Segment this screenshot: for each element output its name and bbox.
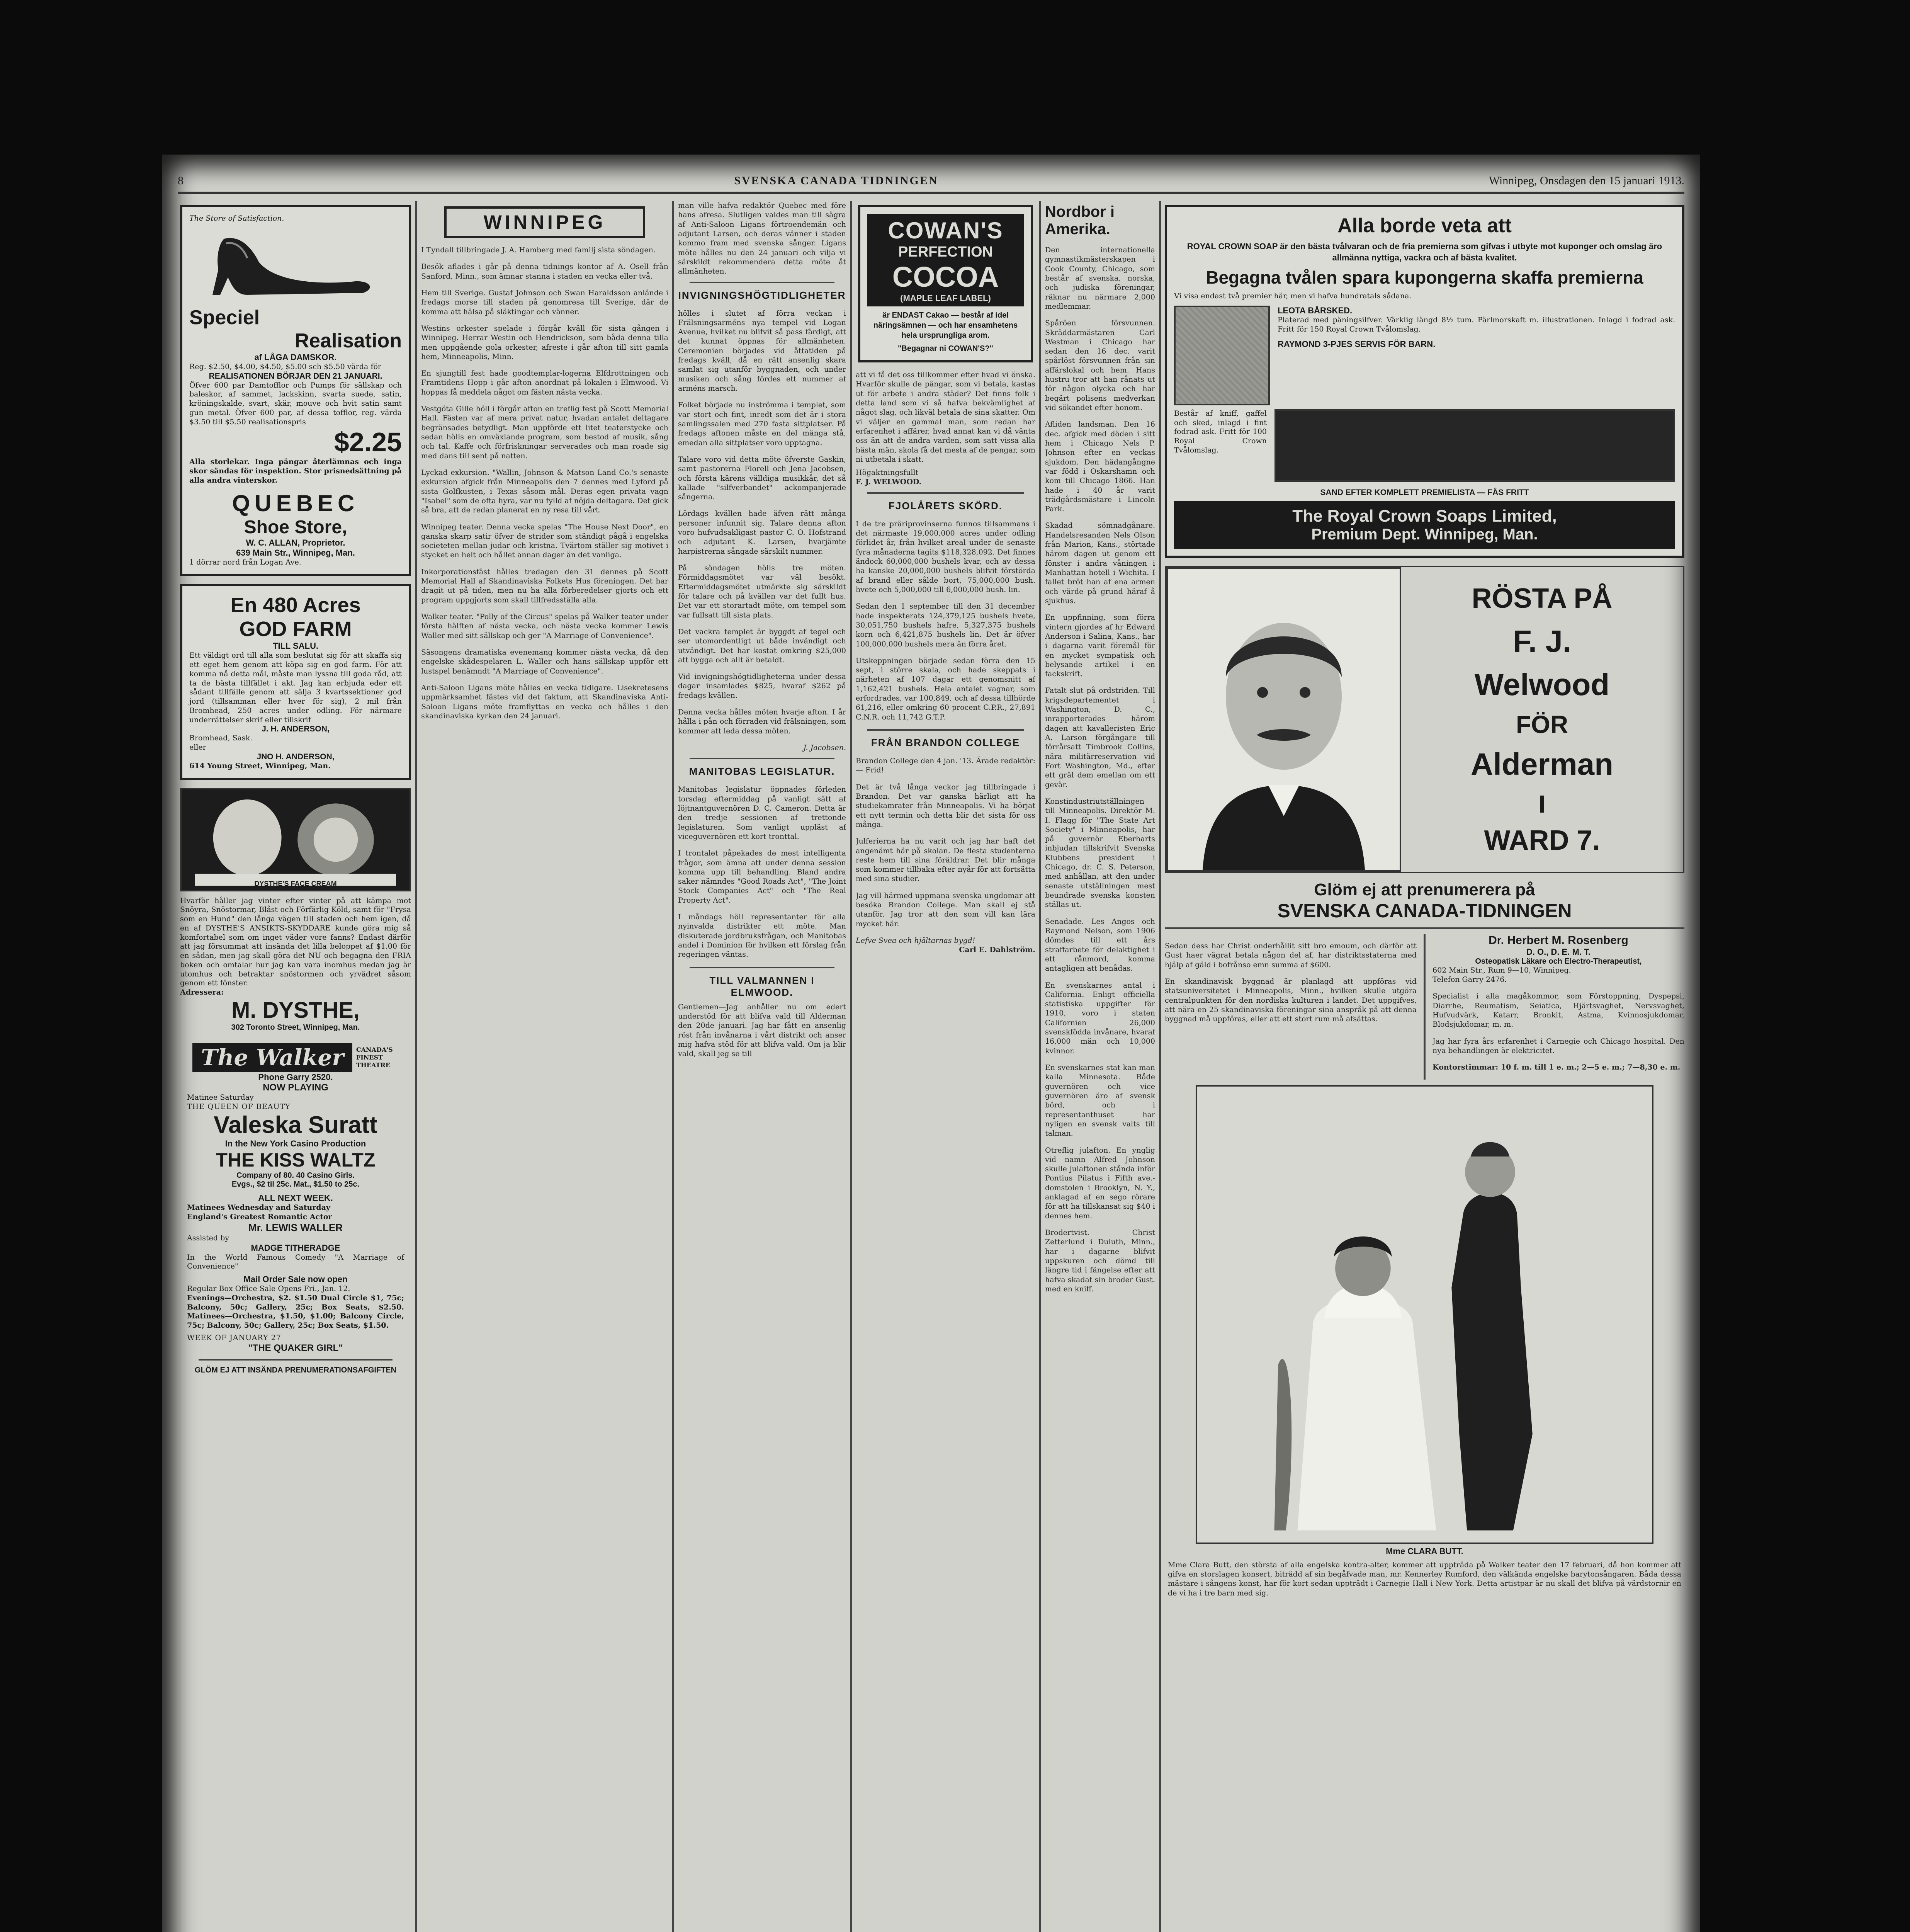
news-paragraph: Brodertvist. Christ Zetterlund i Duluth, Minn., har i dagarne blifvit uppskuren och dömd till längre tid i fängelse efter att hafva skadat sin broder Gust. med en kniff. xyxy=(1045,1228,1155,1293)
dedication-title: INVIGNINGSHÖGTIDLIGHETER xyxy=(678,289,846,301)
column-4 xyxy=(856,201,1035,1932)
article-paragraph: Sedan den 1 september till den 31 december hade inspekterats 124,379,125 bushels hvete, 30,051,750 bushels hafre, 5,327,375 bushels korn och 6,421,875 bushels lin. Det är öfver 100,000,000 bushels mera än förra året. xyxy=(856,602,1035,648)
news-paragraph: Spåröen försvunnen. Skräddarmästaren Carl Westman i Chicago har sedan den 16 dec. varit spårlöst försvunnen från sin affärslokal och hem. Hans hustru tror att han rånats ut för någon olycka och har begärt polisens medverkan vid sökandet efter honom. xyxy=(1045,319,1155,412)
article-paragraph: Brandon College den 4 jan. '13. Ärade redaktör:— Frid! xyxy=(856,757,1035,775)
couple-photo-icon xyxy=(1197,1087,1652,1543)
divider xyxy=(690,282,834,283)
cream-ad-name: M. DYSTHE, xyxy=(231,997,360,1023)
article-paragraph: I måndags höll representanter för alla nyinvalda distrikter ett möte. Man diskuterade jordbruksfrågan, och Manitobas andel i Dominion för hvilken ett förslag från regeringen väntas. xyxy=(678,913,846,959)
doctor-phone: Telefon Garry 2476. xyxy=(1432,975,1507,984)
doctor-address: 602 Main Str., Rum 9—10, Winnipeg. xyxy=(1432,966,1571,975)
page-number: 8 xyxy=(178,174,184,187)
shoe-icon xyxy=(189,223,406,304)
soap-ad-body: ROYAL CROWN SOAP är den bästa tvålvaran och de fria premierna som gifvas i utbyte mot kuponger och omslag äro allmänna nyttiga, vackra och af bästa kvalitet. xyxy=(1187,242,1662,262)
article-signature: J. Jacobsen. xyxy=(803,743,846,752)
continued-text: Sedan dess har Christ onderhållit sitt bro emoum, och därför att Gust haer vägrat betala någon del af, har distriktsstaterna med hjälp af gäld i bofrånso emn summa af $600. xyxy=(1165,941,1417,969)
farm-contact-2-addr: 614 Young Street, Winnipeg, Man. xyxy=(189,761,331,770)
doctor-ad xyxy=(1432,934,1684,1080)
article-paragraph: Vid invigningshögtidligheterna under dessa dagar insamlades $825, hvaraf $262 på fredags kvällen. xyxy=(678,672,846,700)
photo-caption: Mme CLARA BUTT. xyxy=(1386,1546,1463,1556)
walker-prices-1: Evgs., $2 til 25c. Mat., $1.50 to 25c. xyxy=(231,1180,360,1189)
walker-company: Company of 80. 40 Casino Girls. xyxy=(236,1171,355,1180)
legislature-article xyxy=(678,785,846,959)
column-2 xyxy=(421,201,668,1932)
column-rule xyxy=(672,201,674,1932)
premium-1-title: LEOTA BÅRSKED. xyxy=(1278,305,1353,315)
walker-next-matinee: Matinees Wednesday and Saturday xyxy=(187,1203,330,1212)
elmwood-title: TILL VALMANNEN I ELMWOOD. xyxy=(709,974,815,998)
news-paragraph: Westins orkester spelade i förgår kväll för sista gången i Winnipeg. Herrar Westin och Hendrickson, som båda denna tilla men uppgående gola orkester, afreste i går afton till sitt gamla hem, Minneapolis, Minn. xyxy=(421,324,668,361)
article-paragraph: Utskeppningen började sedan förra den 15 sept, i större skala, och hade skeppats i närheten af 107 dagar ett genomsnitt af 1,162,421 bushels. Hela antalet vagnar, som erfordrades, var 100,849, och af dessa tillhörde 61,216, eller omkring 60 procent C.P.R., 27,891 C.N.R. och 11,742 G.T.P. xyxy=(856,656,1035,721)
news-paragraph: En uppfinning, som förra vintern gjordes af hr Edward Anderson i Salina, Kans., har i dagarna varit föremål för en mycket sympatisk och belysande artikel i en fackskrift. xyxy=(1045,613,1155,679)
divider xyxy=(690,758,834,759)
farm-or: eller xyxy=(189,743,206,752)
premium-2-desc: Består af kniff, gaffel och sked, inlagd i fint fodrad ask. Fritt för 100 Royal Crown Tvålomslag. xyxy=(1174,409,1267,454)
news-paragraph: Skadad sömnadgånare. Handelsresanden Nels Olson från Marion, Kans., störtade härom dagen ut genom ett fönster i andra våningen i Manhattan hotell i Wichita. I fallet bröt han af ena armen och värde på grund häraf å sjukhus. xyxy=(1045,521,1155,605)
article-paragraph: Talare voro vid detta möte öfverste Gaskin, samt pastorerna Florell och Jena Jacobsen, och första kärens välldiga musikkår, det så kallade "silfverbandet" ackompanjerade sångerna. xyxy=(678,455,846,502)
soap-ad xyxy=(1165,205,1684,558)
walker-queen: THE QUEEN OF BEAUTY xyxy=(187,1102,291,1111)
news-paragraph: En svenskarnes antal i California. Enligt officiella statistiska uppgifter för 1910, voro i staten Californien 26,000 svenskfödda invånare, hvaraf 16,000 män och 10,000 kvinnor. xyxy=(1045,981,1155,1055)
news-paragraph: En sjungtill fest hade goodtemplar-logerna Elfdrottningen och Framtidens Hopp i går afton anordnat på lokalen i Elmwood. Vi hoppas få meddela något om fästen nästa vecka. xyxy=(421,369,668,396)
article-paragraph: Denna vecka hålles möten hvarje afton. I år hålla i pån och förraden vid frälsningen, som kommer att leda dessa möten. xyxy=(678,708,846,735)
walker-box-office: Regular Box Office Sale Opens Fri., Jan. 12. xyxy=(187,1284,350,1293)
news-paragraph: I Tyndall tillbringade J. A. Hamberg med familj sista söndagen. xyxy=(421,246,656,254)
article-paragraph: hölles i slutet af förra veckan i Frälsningsarméns nya tempel vid Logan Avenue, hvilket nu blifvit så pass färdigt, att det kunnat öppnas för allmänheten. Ceremonien börjades vid åttatiden på fredags kväll, då en rätt ansenlig skara samlat sig utanför byggnaden, och under musiken och sång fördes ett nummer af arméns marsch. xyxy=(678,309,846,393)
news-paragraph: Afliden landsman. Den 16 dec. afgick med döden i sitt hem i Chicago Nels P. Johnson efter en veckas sjukdom. Den hädangångne var född i Oskarshamn och kom till Chicago 1866. Han hade i 40 år varit trädgårdsmästare i Lincoln Park. xyxy=(1045,420,1155,514)
cream-ad-body: Hvarför håller jag vinter efter vinter på att kämpa mot Snöyra, Snöstormar, Blåst och Förfärlig Köld, samt för "Frysa som en Hund" den långa vägen till staden och hem igen, då en af DYSTHE'S ANSIKTS-SKYDDARE kunde göra mig så komfortabel som om inget väder vore fanns? Endast därför att jag försummat att insända det lilla beloppet af $1.00 för en sådan, men jag skall göra det NU och begagna den FRIA boken och omtalar hur jag kan vara inomhus medan jag är utomhus och betraktar snöstormen och yrvädret såsom genom ett fönster. xyxy=(180,896,411,988)
news-paragraph: En svenskarnes stat kan man kalla Minnesota. Både guvernören och vice guvernören äro af svensk börd, och i representanthuset har nyligen en svensk valts till talman. xyxy=(1045,1063,1155,1138)
doctor-hours: Kontorstimmar: 10 f. m. till 1 e. m.; 2—5 e. m.; 7—8,30 e. m. xyxy=(1432,1063,1681,1072)
news-paragraph: Besök aflades i går på denna tidnings kontor af A. Osell från Sanford, Minn., som ämnar stanna i staden en vecka eller två. xyxy=(421,262,668,281)
farm-ad-subtitle: TILL SALU. xyxy=(272,641,319,651)
walker-next-assist: Assisted by xyxy=(187,1233,229,1242)
shoe-ad-desc: Öfver 600 par Damtofflor och Pumps för sällskap och baleskor, af sammet, lackskinn, svarta suede, satin, kröningskalde, svart, skär, mouve och hvit satin samt gun metal. Öfver 600 par, af dessa tofflor, reg. värda $3.50 till $5.50 realisationspris xyxy=(189,381,402,426)
store-name: QUEBEC xyxy=(232,490,359,516)
article-paragraph: I de tre präriprovinserna funnos tillsammans i det närmaste 19,000,000 acres under odling förlidet år, från hvilket areal under de senaste fyra månaderna tagits $118,328,092. Det finnes ändock 60,000,000 bushels kvar, och av dessa ha kanske 20,000,000 bushels blifvit förstörda af brand eller sålde bort, 75,000,000 bush. hvete och 5,000,000 till 6,000,000 bush. lin. xyxy=(856,519,1035,594)
soap-ad-title: Alla borde veta att xyxy=(1337,214,1512,237)
shoe-ad xyxy=(180,205,411,576)
college-signoff: Lefve Svea och hjältarnas bygd! xyxy=(856,936,975,945)
subscription-reminder: GLÖM EJ ATT INSÄNDA PRENUMERATIONSAFGIFTEN xyxy=(194,1366,397,1374)
soap-ad-send: SAND EFTER KOMPLETT PREMIELISTA — FÅS FRITT xyxy=(1320,488,1529,497)
winnipeg-news xyxy=(421,245,668,721)
news-paragraph: Walker teater. "Polly of the Circus" spelas på Walker teater under första hälften af nästa vecka, och nästa vecka kommer Lewis Waller med sitt sällskap och ger "A Marriage of Convenience". xyxy=(421,612,668,640)
college-title: FRÅN BRANDON COLLEGE xyxy=(871,737,1020,748)
college-letter xyxy=(856,756,1035,955)
dedication-article xyxy=(678,309,846,753)
welwood-portrait xyxy=(1166,567,1401,872)
walker-tagline: CANADA'S FINEST THEATRE xyxy=(356,1046,393,1069)
doctor-body: Specialist i alla magåkommor, som Förstoppning, Dyspepsi, Diarrhe, Reumatism, Seiatica, Hjärtsvaghet, Nervsvaghet, Hufvudvärk, Katarr, Bronkit, Astma, Kvinnosjukdomar, Blodsjukdomar, m. m. xyxy=(1432,992,1684,1029)
walker-ad xyxy=(180,1036,411,1382)
soap-ad-note: Vi visa endast två premier här, men vi hafva hundratals sådana. xyxy=(1174,292,1412,301)
news-paragraph: Konstindustriutställningen till Minneapolis. Direktör M. I. Flagg för "The State Art Society" i Minneapolis, har på guvernör Eberharts inbjudan tillskrifvit Svenska Klubbens president i Chicago, dr. C. S. Peterson, med anhållan, att den under senaste utställningen mest beundrade svenska konsten ställas ut. xyxy=(1045,797,1155,909)
farm-ad-body: Ett väldigt ord till alla som beslutat sig för att skaffa sig ett eget hem genom att köpa sig en god farm. För att komma nå detta mål, måste man lyssna till goda råd, att ta de bästa tillfället i akt. Jag kan erbjuda eder ett sådant tillfälle genom att sälja 3 kvartssektioner god jord (tillsamman eller hver för sig), 2 mil från Bromhead, 250 acres under odling. För närmare underrättelser skrif eller tillskrif xyxy=(189,651,402,724)
store-address: 639 Main Str., Winnipeg, Man. xyxy=(236,548,355,558)
column-rule xyxy=(850,201,852,1932)
shoe-ad-headline-2: Realisation xyxy=(294,329,402,352)
article-paragraph: Folket började nu inströmma i templet, som var stort och fint, inredt som det är i stora samlingssalen med 270 fasta sittplatser. På fredags aftonen måste en del mänga stå, emedan alla sittplatser voro upptagna. xyxy=(678,401,846,447)
article-paragraph: På söndagen hölls tre möten. Förmiddagsmötet var väl besökt. Eftermiddagsmötet utmärkte sig särskildt för talare och på kvällen var det fullt hus. Det var ett storartadt möte, om tempel som var fullsatt till sista plats. xyxy=(678,564,846,619)
walker-quaker: "THE QUAKER GIRL" xyxy=(248,1342,343,1353)
shoe-ad-prices: Reg. $2.50, $4.00, $4.50, $5.00 sch $5.50 värda för xyxy=(189,362,381,371)
election-line-3: Welwood xyxy=(1474,667,1610,702)
cowan-banner xyxy=(867,214,1024,306)
cowan-ad xyxy=(858,205,1033,362)
divider xyxy=(867,492,1024,494)
news-paragraph: Lyckad exkursion. "Wallin, Johnson & Matson Land Co.'s senaste exkursion afgick från Minneapolis den 7 dennes med Lyford på sista Golfkusten, i Texas såsom mål. Deras egen privata vagn "Isabel" som de ofta hyra, var nu fylld af nöjda deltagare. Det gick så bra, att de redan planerat en ny resa till vårt. xyxy=(421,468,668,515)
article-paragraph: Lördags kvällen hade äfven rätt många personer infunnit sig. Talare denna afton voro hufvudsakligast pastor C. O. Hofstrand och adjutant K. Larsen, hvarjämte harpistrerna sångade särskilt nummer. xyxy=(678,509,846,556)
cream-ad-address-label: Adressera: xyxy=(180,988,224,997)
harvest-title: FJOLÅRETS SKÖRD. xyxy=(889,500,1003,512)
shoe-ad-period: REALISATIONEN BÖRJAR DEN 21 JANUARI. xyxy=(209,371,382,381)
premium-1-desc: Platerad med päningsilfver. Värklig längd 8½ tum. Pärlmorskaft m. illustrationen. Inlagd i fodrad ask. Fritt för 150 Royal Crown Tvålomslag. xyxy=(1278,315,1675,333)
cream-ad-caption: DYSTHE'S FACE CREAM xyxy=(254,879,337,888)
intro-text: man ville hafva redaktör Quebec med före hans afresa. Slutligen valdes man till sägra af Anti-Saloon Ligans förtroendemän och adjutant Larsen, och deras vänner i staden kommo fram med svenska sånger. Ligans möte hålles nu den 24 januari och vilja vi särskildt rekommendera detta möte åt allmänheten. xyxy=(678,201,846,276)
article-paragraph: Det vackra templet är byggdt af tegel och ser utomordentligt ut både invändigt och utvändigt. Det har kostat omkring $25,000 att bygga och allt är betaldt. xyxy=(678,627,846,664)
cowan-brand: COWAN'S xyxy=(888,218,1003,243)
soap-dept: Premium Dept. Winnipeg, Man. xyxy=(1311,526,1538,543)
walker-next-name: Mr. LEWIS WALLER xyxy=(248,1221,343,1233)
portrait-icon xyxy=(1168,569,1400,870)
news-paragraph: Senadade. Les Angos och Raymond Nelson, som 1906 dömdes till ett års straffarbete för delaktighet i ett rånmord, komma antagligen att benådas. xyxy=(1045,917,1155,973)
news-paragraph: Fatalt slut på ordstriden. Till krigsdepartementet i Washington, D. C., inrapporterades härom dagen att kavalleristen Eric A. Larson förgångare till förrårsatt Timbrook Collins, nära militärreservation vid Fort Washington, Md., efter ett gräl dem emellan om ett gevär. xyxy=(1045,686,1155,789)
news-paragraph: Inkorporationsfäst hålles tredagen den 31 dennes på Scott Memorial Hall af Skandinaviska Folkets Hus föreningen. Det har dragit ut på tiden, men nu ha alla förberedelser gjorts och ett program uppgjorts som skall tillfredsställa alla. xyxy=(421,567,668,604)
shoe-ad-subhead: af LÅGA DAMSKOR. xyxy=(254,352,337,362)
divider xyxy=(867,729,1024,731)
cutlery-image xyxy=(1274,409,1675,482)
winnipeg-section-title: WINNIPEG xyxy=(483,211,606,233)
paper-name: SVENSKA CANADA TIDNINGEN xyxy=(734,174,938,187)
election-line-2: F. J. xyxy=(1512,624,1572,658)
column-1 xyxy=(178,201,413,1932)
nordbor-news xyxy=(1045,245,1155,1294)
article-paragraph: Jag vill härmed uppmana svenska ungdomar att besöka Brandon College. Man skall ej stå utanför. Jag tror att den som vill kan lära mycket här. xyxy=(856,891,1035,928)
legislature-title: MANITOBAS LEGISLATUR. xyxy=(689,765,835,777)
election-line-7: WARD 7. xyxy=(1484,825,1600,856)
cream-ad-illustration xyxy=(180,788,411,891)
store-name-2: Shoe Store, xyxy=(244,517,347,537)
walker-matinee: Matinee Saturday xyxy=(187,1093,254,1102)
clara-butt-photo xyxy=(1196,1085,1653,1544)
subscribe-line-1: Glöm ej att prenumerera på xyxy=(1314,880,1535,899)
dateline: Winnipeg, Onsdagen den 15 januari 1913. xyxy=(1489,174,1684,187)
walker-next-actor: England's Greatest Romantic Actor xyxy=(187,1213,332,1221)
cowan-line-1: PERFECTION xyxy=(898,244,993,260)
doctor-title: D. O., D. E. M. T. xyxy=(1526,947,1591,957)
doctor-name: Dr. Herbert M. Rosenberg xyxy=(1489,934,1628,947)
store-proprietor: W. C. ALLAN, Proprietor. xyxy=(246,537,345,548)
cowan-slogan: "Begagnar ni COWAN'S?" xyxy=(897,344,994,353)
farm-contact-2: JNO H. ANDERSON, xyxy=(257,752,335,761)
soap-ad-headline: Begagna tvålen spara kupongerna skaffa premierna xyxy=(1206,267,1643,288)
shoe-ad-headline-1: Speciel xyxy=(189,306,260,329)
column-rule xyxy=(1039,201,1041,1932)
doctor-subtitle: Osteopatisk Läkare och Electro-Therapeutist, xyxy=(1475,957,1642,966)
shoe-ad-clerks: Alla storlekar. Inga pängar återlämnas och inga skor sändas för inspektion. Stor prisnedsättning på alla andra vinterskor. xyxy=(189,457,402,485)
article-paragraph: Manitobas legislatur öppnades förleden torsdag eftermiddag på vanligt sätt af löjtnantguvernören D. C. Cameron. Detta är den tredje sessionen af trettonde legislaturen. Som vanligt uppläst af viceguvernören ett kort tronttal. xyxy=(678,785,846,841)
election-line-1: RÖSTA PÅ xyxy=(1472,583,1613,614)
scandinavian-building-text: En skandinavisk byggnad är planlagd att uppföras vid statsuniversitetet i Minneapolis, Minn., hvilken skulle utgöra centralpunkten för den nordiska kulturen i landet. Det uppgifves, att nära en 25 skandinaviska föreningar sina anspråk på att denna byggnad må uppföras, eller att ett stort rum må afsättas. xyxy=(1165,977,1417,1024)
letter-continued: att vi få det oss tillkommer efter hvad vi önska. Hvarför skulle de pängar, som vi betala, kastas ut för arbete i andra städer? Det finns folk i detta land som vi så hafva bekvämlighet af något slag, och likväl betala de sina skatter. Om vi väljer en gammal man, som redan har erfarenhet i affärer, hvad annat kan vi då vänta oss än att de andra varden, som satt vissa alla bästa män, skola få det mesta af de pengar, som ni utbetala i skatt. xyxy=(856,371,1035,464)
article-paragraph: Julferierna ha nu varit och jag har haft det angenämt här på skolan. De flesta studenterna reste hem till sina föräldrar. Det blir många som kommer tillbaka efter nyår för att fortsätta med sina studier. xyxy=(856,837,1035,883)
column-5 xyxy=(1045,201,1155,1932)
news-paragraph: Den internationella gymnastikmästerskapen i Cook County, Chicago, som består af svenska, norska, och judiska föreningar, räknar nu närmare 2,000 medlemmar. xyxy=(1045,246,1155,311)
election-ad xyxy=(1165,566,1684,873)
faces-icon xyxy=(182,789,410,890)
farm-ad-title-1: En 480 Acres xyxy=(230,594,361,617)
nordbor-title: Nordbor i Amerika. xyxy=(1045,203,1115,238)
farm-contact-1-addr: Bromhead, Sask. xyxy=(189,734,253,743)
walker-next: ALL NEXT WEEK. xyxy=(258,1193,333,1203)
subscribe-line-2: SVENSKA CANADA-TIDNINGEN xyxy=(1277,900,1572,922)
college-signer: Carl E. Dahlström. xyxy=(959,946,1035,954)
walker-mail: Mail Order Sale now open xyxy=(243,1274,348,1284)
doctor-experience: Jag har fyra års erfarenhet i Carnegie och Chicago hospital. Den nya behandlingen är elektricitet. xyxy=(1432,1037,1684,1055)
news-paragraph: Hem till Sverige. Gustaf Johnson och Swan Haraldsson anlände i fredags morse till staden på genomresa till Sverige, där de komma att hälsa på släktingar och vänner. xyxy=(421,288,668,316)
election-line-6: I xyxy=(1538,790,1546,818)
shoe-ad-price: $2.25 xyxy=(334,427,402,457)
news-paragraph: Säsongens dramatiska evenemang kommer nästa vecka, då den engelske skådespelaren L. Waller och hans sällskap uppför ett lustspel benämndt "A Marriage of Convenience". xyxy=(421,648,668,675)
premium-2-title: RAYMOND 3-PJES SERVIS FÖR BARN. xyxy=(1278,339,1436,349)
cowan-line-2: COCOA xyxy=(892,261,999,293)
farm-contact-1: J. H. ANDERSON, xyxy=(262,724,330,734)
election-line-5: Alderman xyxy=(1471,747,1613,781)
article-paragraph: Det är två långa veckor jag tillbringade i Brandon. Det var ganska härligt att ha studiekamrater från Minneapolis. Vi ha börjat ett nytt termin och detta blir det sista för oss många. xyxy=(856,782,1035,829)
elmwood-letter: Gentlemen—Jag anhåller nu om edert understöd för att blifva vald till Alderman den 20de januari. Jag har fått en ansenlig röst från invånarna i vårt distrikt och anser mig hafva stöd för att blifva vald. Om ja blir vald, skall jeg se till xyxy=(678,1002,846,1058)
masthead xyxy=(178,170,1684,194)
cream-ad xyxy=(180,788,411,1032)
store-note: 1 dörrar nord från Logan Ave. xyxy=(189,558,301,566)
soap-company: The Royal Crown Soaps Limited, xyxy=(1292,506,1557,526)
walker-star: Valeska Suratt xyxy=(214,1112,377,1139)
cowan-maple: (MAPLE LEAF LABEL) xyxy=(900,293,991,303)
column-6 xyxy=(1165,201,1684,1932)
cream-ad-address: 302 Toronto Street, Winnipeg, Man. xyxy=(231,1023,360,1032)
column-3 xyxy=(678,201,846,1932)
letter-signer: F. J. WELWOOD. xyxy=(856,478,922,486)
walker-production: In the New York Casino Production xyxy=(225,1139,366,1149)
article-paragraph: I trontalet påpekades de mest intelligenta frågor, som ämna att under denna session komma upp till behandling. Bland andra saker nämndes "Good Roads Act", "The Joint Stock Companies Act" och "The Real Property Act". xyxy=(678,849,846,905)
column-rule xyxy=(1424,934,1426,1080)
cowan-body: är ENDAST Cakao — består af idel näringsämnen — och har ensamhetens hela ursprungliga arom. xyxy=(873,311,1018,340)
walker-phone: Phone Garry 2520. xyxy=(258,1072,333,1082)
walker-next-lady: MADGE TITHERADGE xyxy=(251,1243,340,1253)
walker-week: WEEK OF JANUARY 27 xyxy=(187,1333,281,1342)
clara-butt-text: Mme Clara Butt, den största af alla engelska kontra-alter, kommer att uppträda på Walker teater den 17 februari, då hon kommer att gifva en storslagen konsert, biträdd af sin begåfvade man, mr. Kennerley Rumford, den välkända engelske barytonsångaren. Båda dessa mästare i sångens konst, har för kort sedan uppträdt i Carnegie Hall i New York. Detta artistpar är nu skall det blifva på värdstornir en de vi ha i tre barn med sig. xyxy=(1168,1560,1681,1597)
harvest-article xyxy=(856,519,1035,722)
news-paragraph: Winnipeg teater. Denna vecka spelas "The House Next Door", en ganska skarp satir öfver de strider som ständigt pågå i engelska societeten mellan judar och kristna. Tvärtom ställer sig motivet i stycket en helt och hållet annan dager än det vanliga. xyxy=(421,522,668,560)
spoon-image xyxy=(1174,306,1270,405)
news-paragraph: Otreflig julafton. En ynglig vid namn Alfred Johnson skulle julaftonen stånda inför Pontius Pilatus i Fifth ave.-domstolen i Brooklyn, N. Y., anklagad af en sego rörare för att ha tillskansat sig $40 i dennes hem. xyxy=(1045,1146,1155,1220)
newspaper-page xyxy=(162,155,1700,1932)
walker-show: THE KISS WALTZ xyxy=(216,1149,376,1171)
election-line-4: FÖR xyxy=(1516,710,1568,738)
column-rule xyxy=(1159,201,1161,1932)
divider xyxy=(690,967,834,968)
divider xyxy=(199,1359,393,1361)
winnipeg-section-box xyxy=(444,206,645,238)
walker-now: NOW PLAYING xyxy=(263,1082,328,1093)
walker-next-play: In the World Famous Comedy "A Marriage of Convenience" xyxy=(187,1253,404,1271)
farm-ad-title-2: GOD FARM xyxy=(239,617,352,641)
divider xyxy=(1165,927,1684,929)
letter-signoff: Högaktningsfullt xyxy=(856,468,919,477)
walker-prices-2: Evenings—Orchestra, $2. $1.50 Dual Circle $1, 75c; Balcony, 50c; Gallery, 25c; Box Seats, $2.50. Matinees—Orchestra, $1.50, $1.00; Balcony Circle, 75c; Balcony, 50c; Gallery, 25c; Box Seats, $1.50. xyxy=(187,1293,404,1330)
shoe-ad-tagline: The Store of Satisfaction. xyxy=(189,214,284,223)
news-paragraph: Vestgöta Gille höll i förgår afton en treflig fest på Scott Memorial Hall. Fästen var af mera privat natur, hvadan antalet deltagare begränsades betydligt. Man uppförde ett litet teaterstycke och sedan hölls en omväxlande program, som bestod af musik, sång och tal. Kaffe och förfriskningar serverades och man roade sig med dans till sent på natten. xyxy=(421,405,668,460)
farm-ad xyxy=(180,584,411,780)
column-rule xyxy=(415,201,417,1932)
walker-logo: The Walker xyxy=(192,1043,352,1072)
news-paragraph: Anti-Saloon Ligans möte hålles en vecka tidigare. Lisekretesens uppmärksamhet fästes vid det faktum, att Skandinaviska Anti-Saloon Ligans möte framflyttas en vecka och hålles i den skandinaviska kyrkan den 24 januari. xyxy=(421,683,668,720)
